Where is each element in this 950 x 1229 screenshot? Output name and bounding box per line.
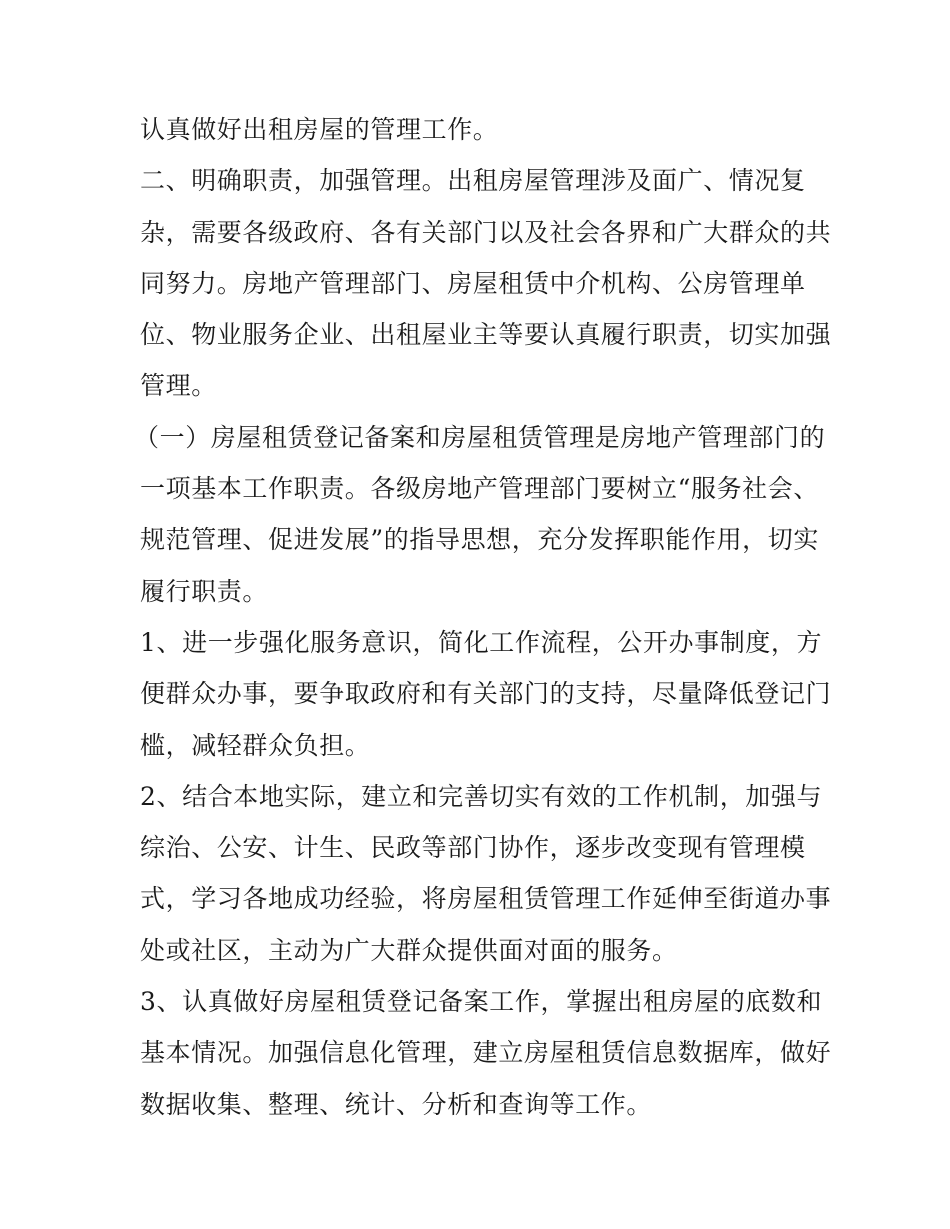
text-line-3: 杂，需要各级政府、各有关部门以及社会各界和广大群众的共: [140, 217, 832, 247]
text-line-9: 规范管理、促进发展”的指导思想，充分发挥职能作用，切实: [140, 525, 819, 555]
text-line-8: 一项基本工作职责。各级房地产管理部门要树立“服务社会、: [140, 474, 819, 504]
text-line-10: 履行职责。: [140, 576, 269, 606]
text-line-11: 1、进一步强化服务意识，简化工作流程，公开办事制度，方: [140, 627, 823, 657]
text-line-12: 便群众办事，要争取政府和有关部门的支持，尽量降低登记门: [140, 679, 832, 709]
text-line-14: 2、结合本地实际，建立和完善切实有效的工作机制，加强与: [140, 781, 823, 811]
text-line-16: 式，学习各地成功经验，将房屋租赁管理工作延伸至街道办事: [140, 884, 832, 914]
text-line-6: 管理。: [140, 371, 217, 401]
text-line-2: 二、明确职责，加强管理。出租房屋管理涉及面广、情况复: [140, 166, 806, 196]
text-line-17: 处或社区，主动为广大群众提供面对面的服务。: [140, 935, 678, 965]
text-line-4: 同努力。房地产管理部门、房屋租赁中介机构、公房管理单: [140, 268, 806, 298]
text-line-15: 综治、公安、计生、民政等部门协作，逐步改变现有管理模: [140, 833, 806, 863]
text-line-1: 认真做好出租房屋的管理工作。: [140, 115, 499, 144]
text-line-5: 位、物业服务企业、出租屋业主等要认真履行职责，切实加强: [140, 320, 832, 350]
text-line-7: （一）房屋租赁登记备案和房屋租赁管理是房地产管理部门的: [134, 422, 826, 452]
text-line-18: 3、认真做好房屋租赁登记备案工作，掌握出租房屋的底数和: [140, 987, 823, 1017]
text-line-19: 基本情况。加强信息化管理，建立房屋租赁信息数据库，做好: [140, 1038, 832, 1068]
document-body: [134, 104, 832, 1130]
text-line-20: 数据收集、整理、统计、分析和查询等工作。: [140, 1089, 653, 1119]
text-line-13: 槛，减轻群众负担。: [140, 730, 371, 760]
